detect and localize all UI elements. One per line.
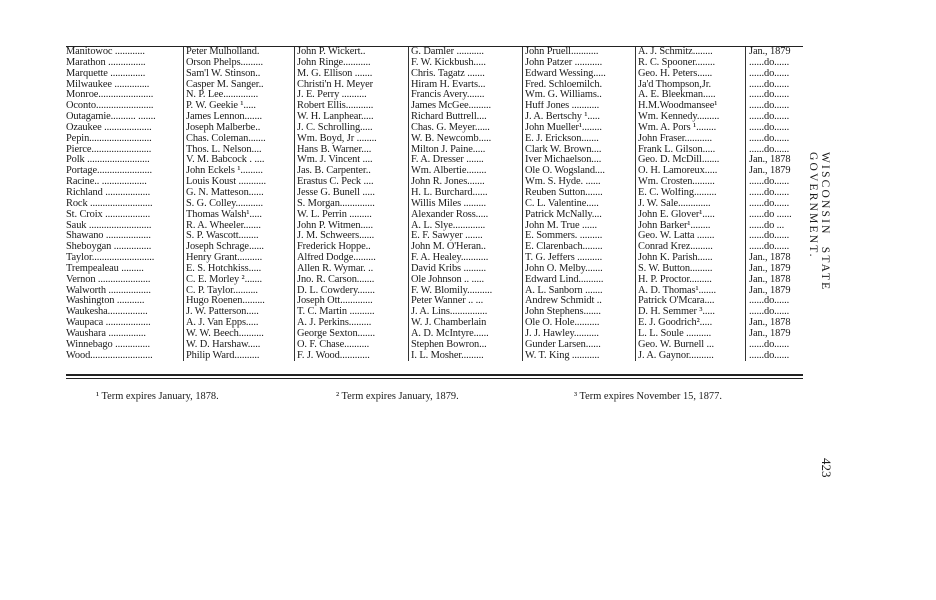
officer-4-cell: Edward Lind..........: [522, 275, 635, 286]
officer-4-cell: Patrick McNally....: [522, 210, 635, 221]
officer-1-cell: Louis Koust ...........: [183, 177, 294, 188]
term-expires-cell: ......do......: [745, 351, 803, 362]
table-row: [66, 253, 803, 264]
officer-3-cell: F. A. Dresser .......: [408, 155, 522, 166]
officer-2-cell: George Sexton.......: [294, 329, 408, 340]
officer-3-cell: Richard Buttrell....: [408, 112, 522, 123]
term-expires-cell: ......do ......: [745, 210, 803, 221]
officer-4-cell: Iver Michaelson....: [522, 155, 635, 166]
table-row: [66, 47, 803, 58]
table-row: [66, 69, 803, 80]
officer-2-cell: Robert Ellis...........: [294, 101, 408, 112]
officer-2-cell: J. M. Schweers......: [294, 231, 408, 242]
officer-4-cell: W. T. King ...........: [522, 351, 635, 362]
officer-4-cell: John M. True ......: [522, 221, 635, 232]
officer-4-cell: A. L. Sanborn .......: [522, 286, 635, 297]
county-cell: Racine.. ..................: [66, 177, 147, 188]
officer-5-cell: D. H. Semmer ³.....: [635, 307, 745, 318]
officer-1-cell: Chas. Coleman.......: [183, 134, 294, 145]
officer-3-cell: Milton J. Paine.....: [408, 145, 522, 156]
officer-3-cell: F. A. Healey...........: [408, 253, 522, 264]
officer-2-cell: J. E. Perry ..........: [294, 90, 408, 101]
county-cell: Trempealeau .........: [66, 263, 144, 274]
officer-1-cell: W. D. Harshaw.....: [183, 340, 294, 351]
officer-1-cell: S. G. Colley...........: [183, 199, 294, 210]
officer-5-cell: Wm. A. Pors ¹........: [635, 123, 745, 134]
officer-2-cell: Jesse G. Bunell .....: [294, 188, 408, 199]
officer-5-cell: S. W. Button.........: [635, 264, 745, 275]
table-row: [66, 58, 803, 69]
officer-2-cell: Frederick Hoppe..: [294, 242, 408, 253]
officer-3-cell: F. W. Blomily..........: [408, 286, 522, 297]
table-row: [66, 188, 803, 199]
officer-3-cell: Stephen Bowron...: [408, 340, 522, 351]
officer-3-cell: W. B. Newcomb.....: [408, 134, 522, 145]
table-row: [66, 112, 803, 123]
officer-4-cell: Andrew Schmidt ..: [522, 296, 635, 307]
officer-3-cell: W. J. Chamberlain: [408, 318, 522, 329]
officer-2-cell: Wm. Boyd, Jr ........: [294, 134, 408, 145]
county-officers-table: [66, 46, 803, 379]
footnote-1: ¹ Term expires January, 1878.: [96, 391, 219, 402]
term-expires-cell: ......do......: [745, 112, 803, 123]
officer-2-cell: Jas. B. Carpenter..: [294, 166, 408, 177]
officer-4-cell: John Pruell...........: [522, 47, 635, 58]
officer-3-cell: James McGee.........: [408, 101, 522, 112]
officer-5-cell: J. W. Sale.............: [635, 199, 745, 210]
term-expires-cell: Jan., 1878: [745, 275, 803, 286]
officer-5-cell: Patrick O'Mcara....: [635, 296, 745, 307]
officer-5-cell: Wm. Kennedy.........: [635, 112, 745, 123]
term-expires-cell: Jan., 1878: [745, 253, 803, 264]
officer-1-cell: E. S. Hotchkiss.....: [183, 264, 294, 275]
table-row: [66, 340, 803, 351]
officer-4-cell: Gunder Larsen......: [522, 340, 635, 351]
county-cell: Milwaukee ..............: [66, 79, 150, 90]
officer-1-cell: James Lennon.......: [183, 112, 294, 123]
officer-5-cell: A. D. Thomas¹.......: [635, 286, 745, 297]
officer-2-cell: S. Morgan..............: [294, 199, 408, 210]
term-expires-cell: ......do......: [745, 101, 803, 112]
term-expires-cell: ......do......: [745, 134, 803, 145]
officer-5-cell: O. H. Lamoreux.....: [635, 166, 745, 177]
officer-3-cell: Alexander Ross.....: [408, 210, 522, 221]
table-row: [66, 329, 803, 340]
table-row: [66, 145, 803, 156]
officer-4-cell: Fred. Schloemilch.: [522, 80, 635, 91]
county-cell: Waushara ...............: [66, 328, 146, 339]
officer-3-cell: John R. Jones.......: [408, 177, 522, 188]
officer-5-cell: Geo. H. Peters......: [635, 69, 745, 80]
officer-1-cell: Hugo Roenen.........: [183, 296, 294, 307]
officer-3-cell: Willis Miles .........: [408, 199, 522, 210]
officer-5-cell: John Fraser...........: [635, 134, 745, 145]
officer-4-cell: Ole O. Wogsland....: [522, 166, 635, 177]
officer-2-cell: Hans B. Warner....: [294, 145, 408, 156]
officer-5-cell: Ja'd Thompson,Jr.: [635, 80, 745, 91]
term-expires-cell: ......do......: [745, 296, 803, 307]
table-row: [66, 101, 803, 112]
officer-2-cell: Wm. J. Vincent ....: [294, 155, 408, 166]
officer-1-cell: Henry Grant..........: [183, 253, 294, 264]
officer-1-cell: C. E. Morley ².......: [183, 275, 294, 286]
county-cell: Marathon ...............: [66, 57, 146, 68]
table-row: [66, 155, 803, 166]
table-bottom-rule-thick: [66, 374, 803, 376]
officer-2-cell: Joseph Ott.............: [294, 296, 408, 307]
county-cell: Waupaca ..................: [66, 318, 151, 329]
officer-2-cell: O. F. Chase..........: [294, 340, 408, 351]
officer-5-cell: A. J. Schmitz........: [635, 47, 745, 58]
officer-3-cell: Ole Johnson .. .....: [408, 275, 522, 286]
officer-5-cell: Geo. D. McDill.......: [635, 155, 745, 166]
county-cell: Monroe......................: [66, 90, 154, 101]
officer-2-cell: Allen R. Wymar. ..: [294, 264, 408, 275]
officer-1-cell: V. M. Babcock . ....: [183, 155, 294, 166]
footnote-2: ² Term expires January, 1879.: [336, 391, 459, 402]
county-cell: Outagamie.......... .......: [66, 112, 156, 123]
officer-3-cell: H. L. Burchard......: [408, 188, 522, 199]
table-row: [66, 90, 803, 101]
officer-4-cell: John Stephens.......: [522, 307, 635, 318]
county-cell: Sheboygan ...............: [66, 242, 152, 253]
table-row: [66, 80, 803, 91]
term-expires-cell: ......do......: [745, 242, 803, 253]
officer-3-cell: Hiram H. Evarts...: [408, 80, 522, 91]
county-cell: Ozaukee ...................: [66, 122, 152, 133]
officer-4-cell: Edward Wessing.....: [522, 69, 635, 80]
officer-2-cell: M. G. Ellison .......: [294, 69, 408, 80]
table-body: [66, 47, 803, 373]
officer-1-cell: Peter Mulholland.: [183, 47, 294, 58]
officer-1-cell: Thomas Walsh¹.....: [183, 210, 294, 221]
officer-3-cell: Chas. G. Meyer......: [408, 123, 522, 134]
table-row: [66, 210, 803, 221]
term-expires-cell: ......do......: [745, 177, 803, 188]
running-title: WISCONSIN STATE GOVERNMENT.: [807, 152, 831, 292]
officer-5-cell: Wm. Crosten.........: [635, 177, 745, 188]
officer-5-cell: Frank L. Gilson.....: [635, 145, 745, 156]
officer-5-cell: Geo. W. Burnell ...: [635, 340, 745, 351]
officer-3-cell: G. Damler ...........: [408, 47, 522, 58]
officer-1-cell: Orson Phelps.........: [183, 58, 294, 69]
table-row: [66, 199, 803, 210]
table-row: [66, 318, 803, 329]
county-cell: Waukesha................: [66, 307, 148, 318]
term-expires-cell: ......do ...: [745, 221, 803, 232]
term-expires-cell: ......do......: [745, 188, 803, 199]
term-expires-cell: ......do......: [745, 69, 803, 80]
officer-5-cell: R. C. Spooner........: [635, 58, 745, 69]
table-row: [66, 166, 803, 177]
county-cell: Polk .........................: [66, 155, 150, 166]
officer-1-cell: Joseph Schrage......: [183, 242, 294, 253]
term-expires-cell: Jan., 1878: [745, 155, 803, 166]
term-expires-cell: Jan., 1879: [745, 329, 803, 340]
county-cell: Taylor.........................: [66, 253, 155, 264]
table-row: [66, 242, 803, 253]
table-row: [66, 177, 803, 188]
table-row: [66, 221, 803, 232]
officer-3-cell: E. F. Sawyer .......: [408, 231, 522, 242]
officer-2-cell: Alfred Dodge.........: [294, 253, 408, 264]
officer-2-cell: John P. Wickert..: [294, 47, 408, 58]
term-expires-cell: ......do......: [745, 123, 803, 134]
term-expires-cell: Jan., 1879: [745, 286, 803, 297]
officer-4-cell: E. J. Erickson.......: [522, 134, 635, 145]
officer-2-cell: John P. Witmen.....: [294, 221, 408, 232]
officer-5-cell: John E. Glover¹.....: [635, 210, 745, 221]
officer-3-cell: Chris. Tagatz .......: [408, 69, 522, 80]
officer-1-cell: N. P. Lee..............: [183, 90, 294, 101]
table-row: [66, 296, 803, 307]
officer-5-cell: A. E. Bleekman.....: [635, 90, 745, 101]
officer-2-cell: T. C. Martin ..........: [294, 307, 408, 318]
term-expires-cell: ......do......: [745, 231, 803, 242]
term-expires-cell: ......do......: [745, 145, 803, 156]
term-expires-cell: Jan., 1878: [745, 318, 803, 329]
officer-4-cell: John Mueller¹........: [522, 123, 635, 134]
officer-1-cell: Sam'l W. Stinson..: [183, 69, 294, 80]
table-row: [66, 286, 803, 297]
officer-4-cell: T. G. Jeffers ..........: [522, 253, 635, 264]
officer-1-cell: Thos. L. Nelson....: [183, 145, 294, 156]
officer-5-cell: J. A. Gaynor..........: [635, 351, 745, 362]
county-cell: St. Croix ..................: [66, 209, 151, 220]
officer-2-cell: D. L. Cowdery.......: [294, 286, 408, 297]
table-row: [66, 351, 803, 362]
county-cell: Sauk .........................: [66, 220, 152, 231]
officer-4-cell: John O. Melby.......: [522, 264, 635, 275]
officer-2-cell: W. H. Lanphear.....: [294, 112, 408, 123]
officer-3-cell: J. A. Lins...............: [408, 307, 522, 318]
officer-1-cell: C. P. Taylor..........: [183, 286, 294, 297]
officer-5-cell: L. L. Soule ..........: [635, 329, 745, 340]
term-expires-cell: ......do......: [745, 80, 803, 91]
officer-1-cell: Joseph Malberbe..: [183, 123, 294, 134]
footnote-3: ³ Term expires November 15, 1877.: [574, 391, 722, 402]
county-cell: Vernon .....................: [66, 274, 151, 285]
county-cell: Shawano ..................: [66, 231, 151, 242]
table-row: [66, 123, 803, 134]
officer-1-cell: W. W. Beech..........: [183, 329, 294, 340]
county-cell: Portage......................: [66, 166, 152, 177]
officer-5-cell: John Barker¹........: [635, 221, 745, 232]
county-cell: Manitowoc ............: [66, 47, 145, 57]
county-cell: Washington ...........: [66, 296, 145, 307]
term-expires-cell: ......do......: [745, 58, 803, 69]
county-cell: Oconto.......................: [66, 101, 154, 112]
officer-3-cell: A. D. McIntyre......: [408, 329, 522, 340]
officer-5-cell: John K. Parish......: [635, 253, 745, 264]
table-row: [66, 275, 803, 286]
officer-1-cell: Philip Ward..........: [183, 351, 294, 362]
officer-2-cell: Erastus C. Peck ....: [294, 177, 408, 188]
officer-4-cell: John Patzer ...........: [522, 58, 635, 69]
officer-3-cell: Francis Avery.......: [408, 90, 522, 101]
county-cell: Winnebago ..............: [66, 339, 151, 350]
officer-5-cell: E. J. Goodrich².....: [635, 318, 745, 329]
county-cell: Marquette ..............: [66, 68, 146, 79]
officer-4-cell: Huff Jones ...........: [522, 101, 635, 112]
term-expires-cell: Jan., 1879: [745, 264, 803, 275]
officer-5-cell: H.M.Woodmansee¹: [635, 101, 745, 112]
officer-4-cell: Reuben Sutton.......: [522, 188, 635, 199]
term-expires-cell: ......do......: [745, 199, 803, 210]
officer-4-cell: E. Clarenbach........: [522, 242, 635, 253]
county-cell: Pepin.........................: [66, 133, 152, 144]
officer-1-cell: A. J. Van Epps.....: [183, 318, 294, 329]
officer-2-cell: W. L. Perrin .........: [294, 210, 408, 221]
county-cell: Richland ..................: [66, 187, 151, 198]
officer-3-cell: Wm. Albertie........: [408, 166, 522, 177]
county-cell: Rock .........................: [66, 198, 153, 209]
officer-3-cell: A. L. Slye.............: [408, 221, 522, 232]
table-row: [66, 307, 803, 318]
officer-5-cell: E. C. Wolfing.........: [635, 188, 745, 199]
officer-5-cell: H. P. Proctor.........: [635, 275, 745, 286]
officer-4-cell: Wm. G. Williams..: [522, 90, 635, 101]
officer-4-cell: Clark W. Brown....: [522, 145, 635, 156]
officer-2-cell: F. J. Wood............: [294, 351, 408, 362]
officer-4-cell: Wm. S. Hyde. ......: [522, 177, 635, 188]
officer-2-cell: Jno. R. Carson.......: [294, 275, 408, 286]
officer-3-cell: I. L. Mosher.........: [408, 351, 522, 362]
officer-4-cell: J. A. Bertschy ¹.....: [522, 112, 635, 123]
officer-3-cell: Peter Wanner .. ...: [408, 296, 522, 307]
term-expires-cell: Jan., 1879: [745, 47, 803, 58]
officer-1-cell: S. P. Wascott........: [183, 231, 294, 242]
officer-4-cell: E. Sommers. .........: [522, 231, 635, 242]
term-expires-cell: Jan., 1879: [745, 166, 803, 177]
county-cell: Pierce........................: [66, 144, 152, 155]
table-row: [66, 134, 803, 145]
officer-2-cell: Christi'n H. Meyer: [294, 80, 408, 91]
officer-1-cell: John Eckels ¹.........: [183, 166, 294, 177]
officer-4-cell: J. J. Hawley..........: [522, 329, 635, 340]
officer-1-cell: G. N. Matteson......: [183, 188, 294, 199]
table-bottom-rule-thin: [66, 378, 803, 379]
table-row: [66, 264, 803, 275]
officer-3-cell: F. W. Kickbush.....: [408, 58, 522, 69]
officer-1-cell: R. A. Wheeler.......: [183, 221, 294, 232]
term-expires-cell: ......do......: [745, 340, 803, 351]
officer-5-cell: Geo. W. Latta .......: [635, 231, 745, 242]
page-number: 423: [819, 458, 834, 478]
officer-5-cell: Conrad Krez.........: [635, 242, 745, 253]
term-expires-cell: ......do......: [745, 307, 803, 318]
officer-2-cell: John Ringe...........: [294, 58, 408, 69]
officer-2-cell: A. J. Perkins.........: [294, 318, 408, 329]
officer-3-cell: David Kribs .........: [408, 264, 522, 275]
officer-2-cell: J. C. Schrolling.....: [294, 123, 408, 134]
table-row: [66, 231, 803, 242]
officer-1-cell: Casper M. Sanger..: [183, 80, 294, 91]
officer-1-cell: J. W. Patterson.....: [183, 307, 294, 318]
county-cell: Walworth .................: [66, 285, 151, 296]
officer-4-cell: C. L. Valentine.....: [522, 199, 635, 210]
term-expires-cell: ......do......: [745, 90, 803, 101]
officer-1-cell: P. W. Geekie ¹.....: [183, 101, 294, 112]
officer-4-cell: Ole O. Hole..........: [522, 318, 635, 329]
county-cell: Wood.........................: [66, 350, 153, 361]
officer-3-cell: John M. O'Heran..: [408, 242, 522, 253]
